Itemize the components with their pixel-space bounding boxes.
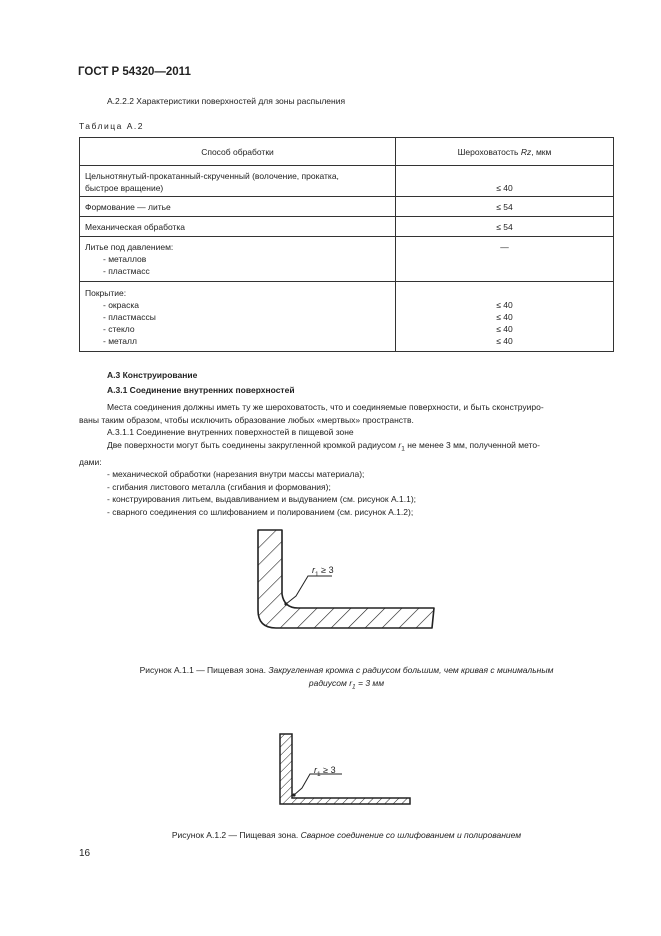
- table-row: [80, 282, 614, 352]
- section-a31-title: А.3.1 Соединение внутренних поверхностей: [107, 385, 295, 395]
- method-cell: Литье под давлением: - металлов - пластмасс: [80, 237, 396, 282]
- section-a311-body: Две поверхности могут быть соединены закругленной кромкой радиусом $r_1$ не менее 3 мм, полученной мето-: [107, 439, 540, 453]
- value-cell: ≤ 54: [396, 217, 614, 237]
- figure-a11-drawing: [248, 524, 440, 636]
- fig1-radius-label: $r_1 \ge 3$: [312, 565, 334, 578]
- list-item: - сварного соединения со шлифованием и полированием (см. рисунок А.1.2);: [107, 506, 414, 517]
- method-cell: Механическая обработка: [80, 217, 396, 237]
- list-item: - сгибания листового металла (сгибания и формования);: [107, 481, 331, 492]
- value-cell: ≤ 54: [396, 197, 614, 217]
- figure-a12-caption: Рисунок А.1.2 — Пищевая зона. Сварное соединение со шлифованием и полированием: [171, 830, 522, 840]
- page-number: 16: [79, 848, 91, 859]
- value-cell: ≤ 40: [396, 166, 614, 197]
- fig1-leader-dot: [284, 602, 287, 605]
- table-header-roughness: Шероховатость Rz, мкм: [396, 138, 614, 166]
- roughness-table: [79, 137, 614, 352]
- table-header-method: Способ обработки: [80, 138, 396, 166]
- table-row: [80, 197, 614, 217]
- section-a222-title: А.2.2.2 Характеристики поверхностей для зоны распыления: [107, 96, 346, 106]
- list-item: - механической обработки (нарезания внутри массы материала);: [107, 469, 365, 480]
- table-row: [80, 166, 614, 197]
- list-item: - конструирования литьем, выдавливанием и выдуванием (см. рисунок А.1.1);: [107, 494, 417, 505]
- fig2-radius-label: $r_1 \ge 3$: [314, 765, 336, 778]
- figure-a11-caption: Рисунок А.1.1 — Пищевая зона. Закругленная кромка с радиусом большим, чем кривая с минимальным радиусом $r_1 = 3$ мм: [139, 665, 554, 691]
- method-cell: Формование — литье: [80, 197, 396, 217]
- table-caption: Таблица А.2: [79, 121, 144, 131]
- fig2-profile: [280, 734, 410, 804]
- table-row: [80, 237, 614, 282]
- fig2-leader-dot: [292, 793, 295, 796]
- section-a31-body: Места соединения должны иметь ту же шероховатость, что и соединяемые поверхности, и быть сконструиро- ваны таким образом, чтобы исключить образование любых «мертвых» пространств. А.3.1.1 Соединение внутренних поверхностей в пищевой зоне Две поверхности могут быть соединены закругленной кромкой радиусом $r_1$ не менее 3 мм, полученной мето- дами: - механической обработки (нарезания внутри массы материала); - сгибания листового металла (сгибания и формования); - конструирования литьем, выдавливанием и выдуванием (см. рисунок А.1.1); - сварного соединения со шлифованием и полированием (см. рисунок А.1.2);: [79, 401, 619, 518]
- section-a3-title: А.3 Конструирование: [107, 370, 198, 380]
- document-header: ГОСТ Р 54320—2011: [78, 66, 191, 78]
- value-cell: —: [396, 237, 614, 282]
- method-cell: Цельнотянутый-прокатанный-скрученный (волочение, прокатка, быстрое вращение): [80, 166, 396, 197]
- method-cell: Покрытие: - окраска - пластмассы - стекло - металл: [80, 282, 396, 352]
- fig1-leader-line: [286, 576, 332, 604]
- table-row: [80, 217, 614, 237]
- figure-a12-drawing: [278, 732, 414, 806]
- value-cell: ≤ 40 ≤ 40 ≤ 40 ≤ 40: [396, 282, 614, 352]
- table-header-row: [80, 138, 614, 166]
- fig1-profile: [258, 530, 434, 628]
- section-a311-title: А.3.1.1 Соединение внутренних поверхностей в пищевой зоне: [107, 427, 354, 437]
